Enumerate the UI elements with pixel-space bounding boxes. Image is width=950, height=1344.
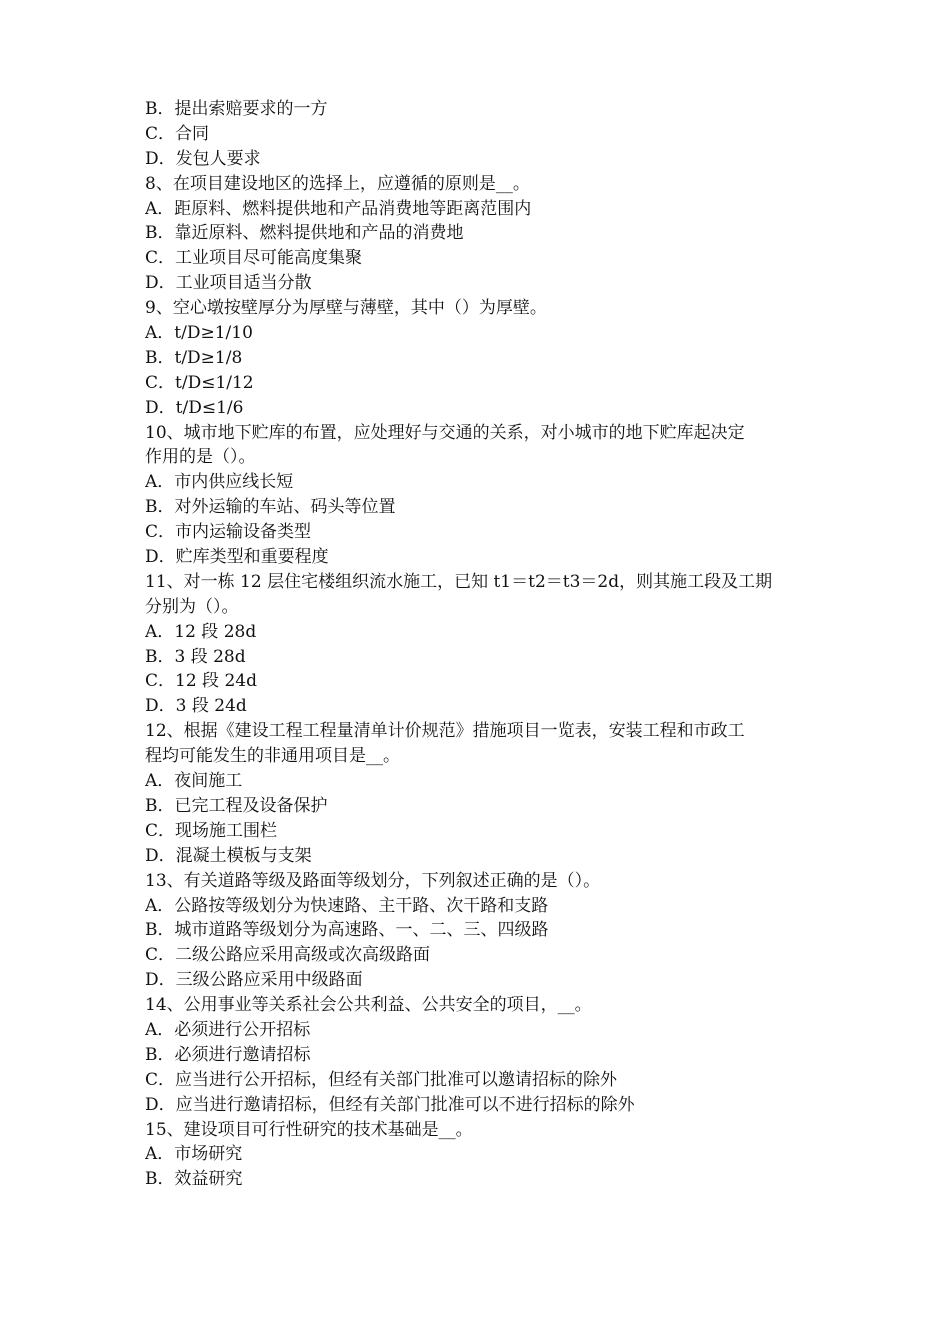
question-line: 12、根据《建设工程工程量清单计价规范》措施项目一览表，安装工程和市政工 bbox=[145, 721, 745, 742]
document-body bbox=[145, 97, 825, 1192]
question-line: 13、有关道路等级及路面等级划分，下列叙述正确的是（）。 bbox=[145, 870, 601, 891]
option-line: B．效益研究 bbox=[145, 1169, 243, 1190]
question-line: 10、城市地下贮库的布置，应处理好与交通的关系，对小城市的地下贮库起决定 bbox=[145, 422, 745, 443]
option-line: C．合同 bbox=[145, 123, 210, 144]
option-line: D．混凝土模板与支架 bbox=[145, 845, 312, 866]
question-line: 15、建设项目可行性研究的技术基础是__。 bbox=[145, 1119, 473, 1140]
option-line: B．已完工程及设备保护 bbox=[145, 795, 328, 816]
option-line: C．市内运输设备类型 bbox=[145, 522, 312, 543]
option-line: D．贮库类型和重要程度 bbox=[145, 547, 329, 568]
option-line: A．12 段 28d bbox=[145, 621, 257, 642]
option-line: B．必须进行邀请招标 bbox=[145, 1044, 311, 1065]
option-line: B．城市道路等级划分为高速路、一、二、三、四级路 bbox=[145, 920, 549, 941]
option-line: A．距原料、燃料提供地和产品消费地等距离范围内 bbox=[145, 198, 532, 219]
option-line: C．工业项目尽可能高度集聚 bbox=[145, 248, 363, 269]
option-line: C．12 段 24d bbox=[145, 671, 257, 692]
option-line: B．提出索赔要求的一方 bbox=[145, 99, 328, 119]
option-line: A．市场研究 bbox=[145, 1144, 243, 1165]
option-line: D．工业项目适当分散 bbox=[145, 273, 312, 294]
question-line: 作用的是（）。 bbox=[145, 447, 256, 468]
option-line: A．必须进行公开招标 bbox=[145, 1019, 311, 1040]
option-line: B．3 段 28d bbox=[145, 646, 246, 667]
question-line: 11、对一栋 12 层住宅楼组织流水施工，已知 t1＝t2＝t3＝2d，则其施工段及工期 bbox=[145, 571, 773, 592]
option-line: B．对外运输的车站、码头等位置 bbox=[145, 497, 396, 518]
option-line: A．市内供应线长短 bbox=[145, 472, 294, 493]
question-line: 8、在项目建设地区的选择上，应遵循的原则是__。 bbox=[145, 173, 530, 194]
option-line: D．发包人要求 bbox=[145, 148, 261, 169]
option-line: D．三级公路应采用中级路面 bbox=[145, 970, 363, 991]
option-line: A．t/D≥1/10 bbox=[145, 323, 253, 344]
option-line: B．t/D≥1/8 bbox=[145, 347, 243, 368]
option-line: C．二级公路应采用高级或次高级路面 bbox=[145, 945, 431, 966]
question-line: 9、空心墩按壁厚分为厚壁与薄壁，其中（）为厚壁。 bbox=[145, 298, 547, 319]
question-line: 分别为（）。 bbox=[145, 596, 239, 617]
question-line: 14、公用事业等关系社会公共利益、公共安全的项目，__。 bbox=[145, 995, 592, 1016]
option-line: A．夜间施工 bbox=[145, 771, 243, 792]
option-line: B．靠近原料、燃料提供地和产品的消费地 bbox=[145, 223, 464, 244]
option-line: D．3 段 24d bbox=[145, 696, 247, 717]
option-line: D．t/D≤1/6 bbox=[145, 397, 244, 418]
option-line: C．应当进行公开招标，但经有关部门批准可以邀请招标的除外 bbox=[145, 1069, 618, 1090]
option-line: C．现场施工围栏 bbox=[145, 820, 278, 841]
option-line: C．t/D≤1/12 bbox=[145, 372, 254, 393]
option-line: D．应当进行邀请招标，但经有关部门批准可以不进行招标的除外 bbox=[145, 1094, 635, 1115]
option-line: A．公路按等级划分为快速路、主干路、次干路和支路 bbox=[145, 895, 549, 916]
question-line: 程均可能发生的非通用项目是__。 bbox=[145, 746, 400, 767]
